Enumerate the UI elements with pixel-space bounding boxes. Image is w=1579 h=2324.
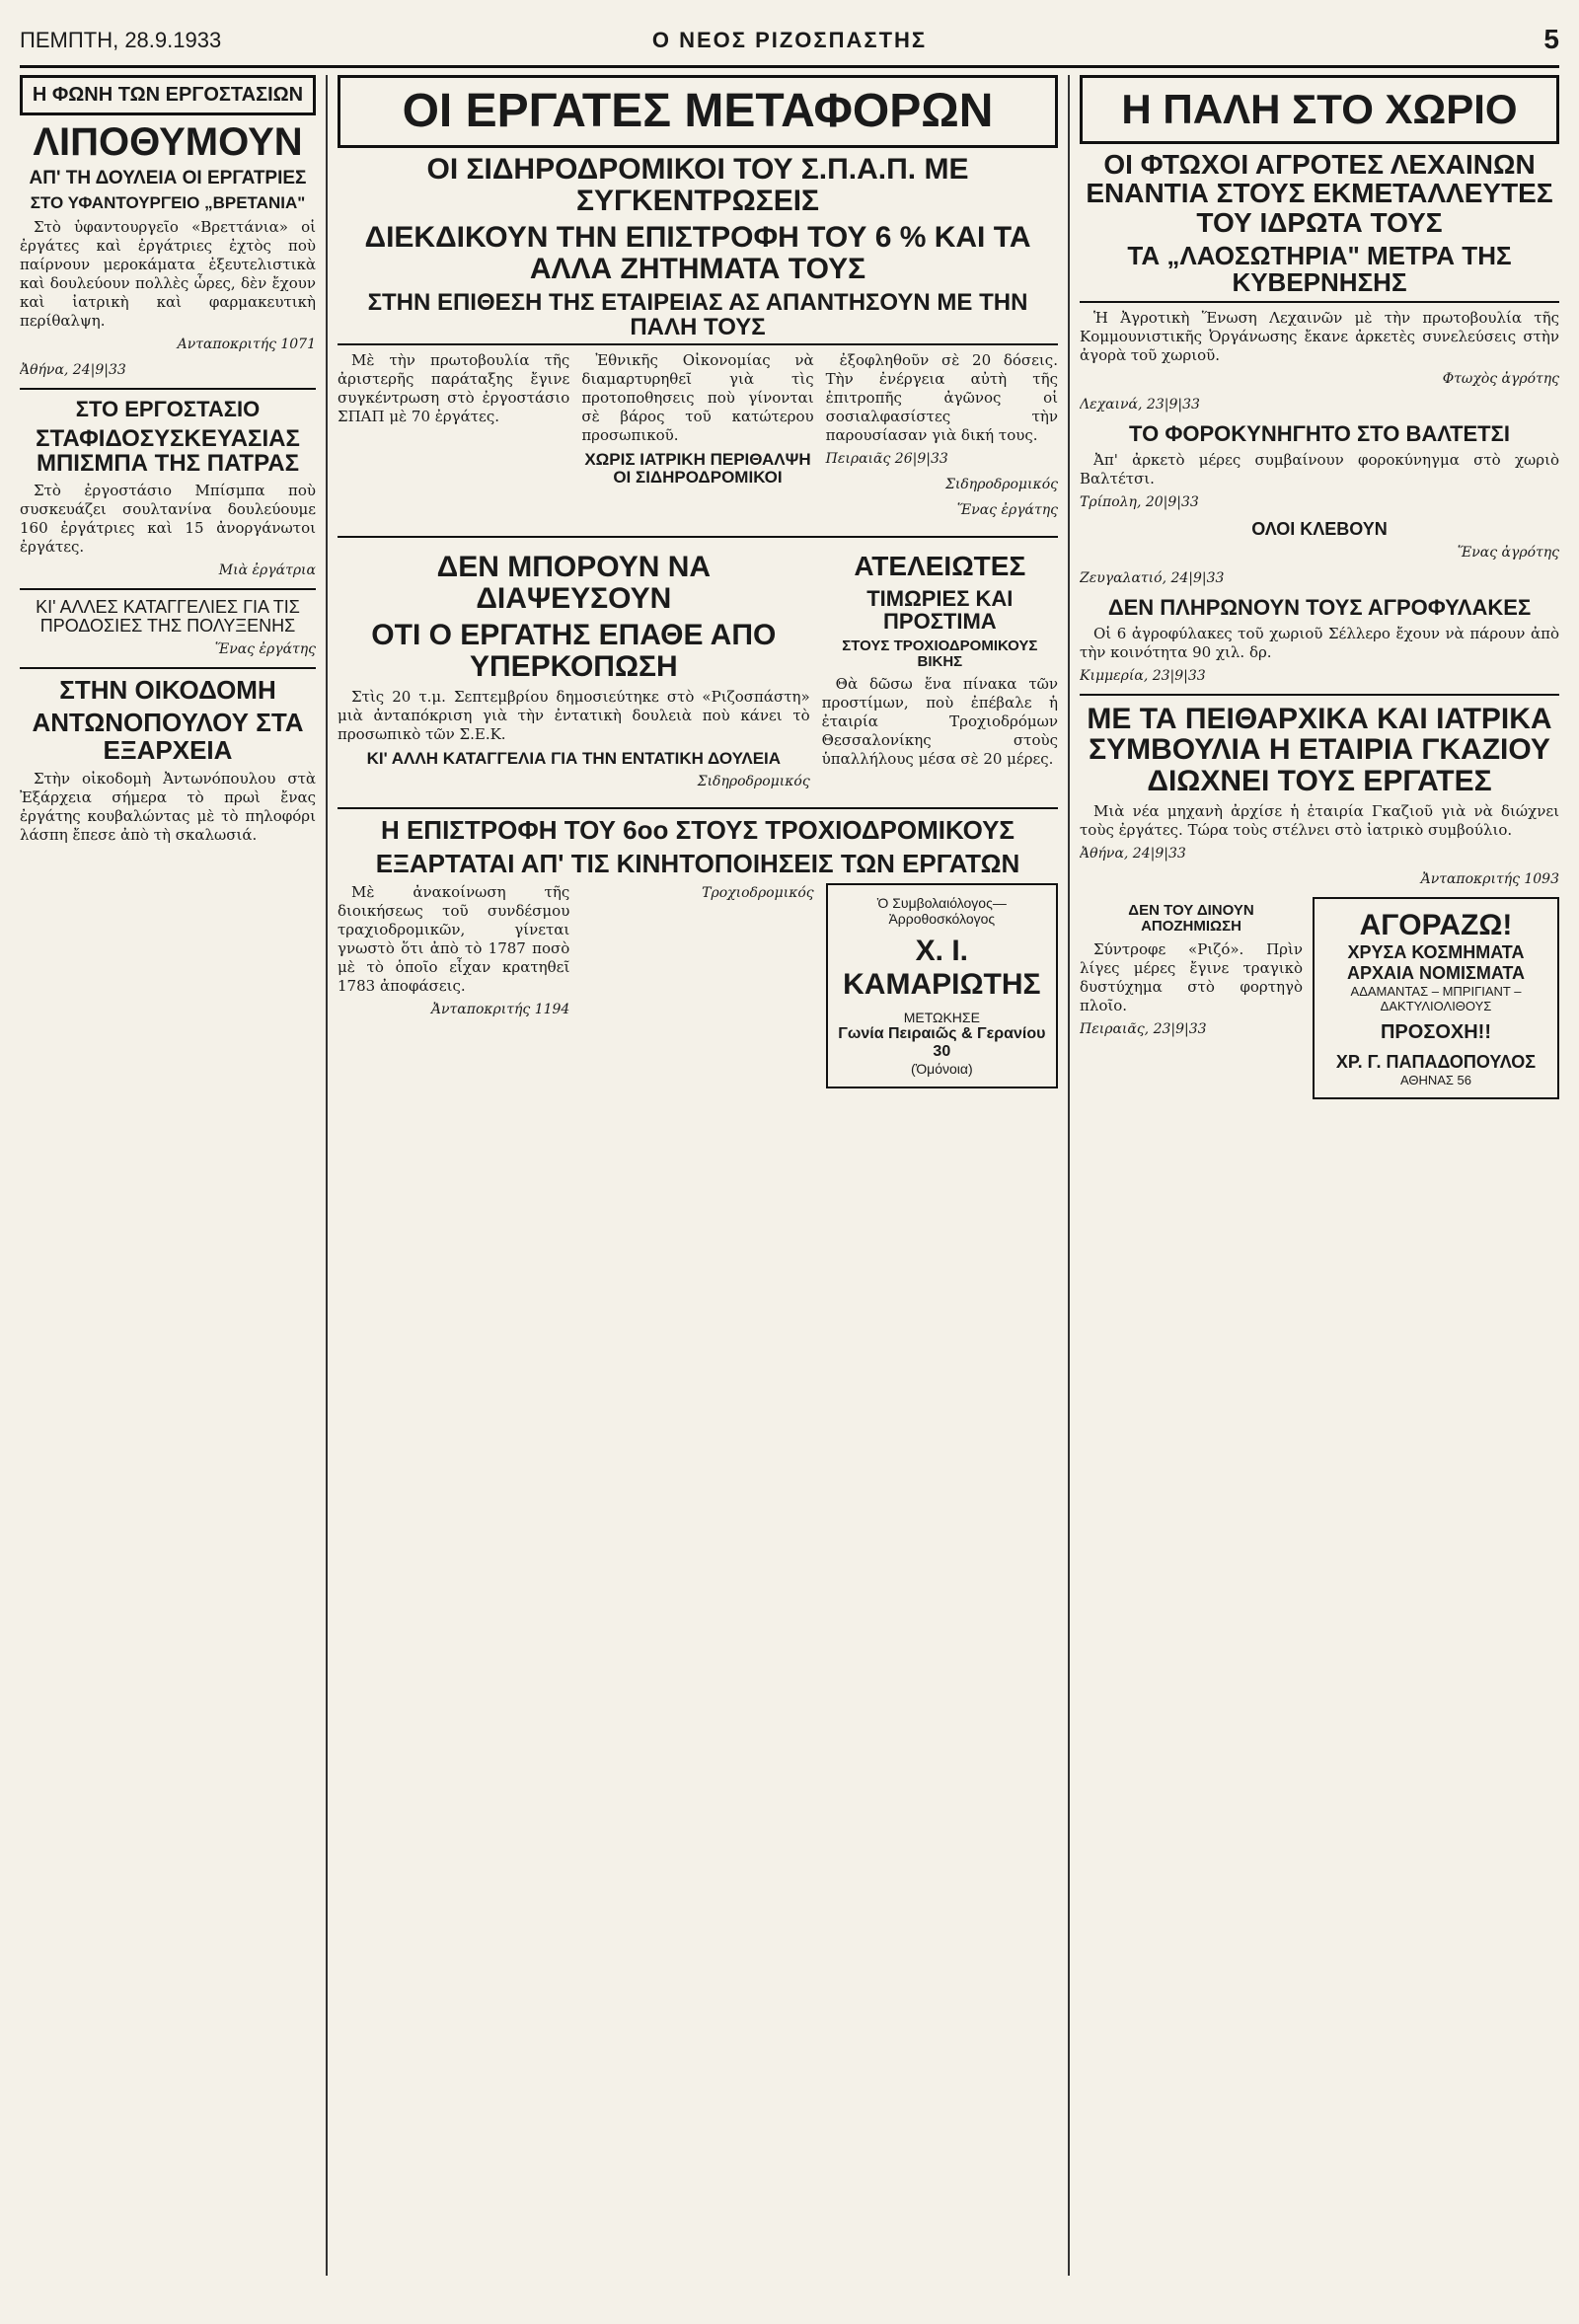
- issue-date: ΠΕΜΠΤΗ, 28.9.1933: [20, 28, 222, 52]
- article-dateline: Ἀθήνα, 24|9|33: [1080, 846, 1186, 862]
- article-headline: ΟΙ ΣΙΔΗΡΟΔΡΟΜΙΚΟΙ ΤΟΥ Σ.Π.Α.Π. ΜΕ ΣΥΓΚΕΝΤΡΩΣΕΙΣ: [426, 153, 969, 217]
- page-number: 5: [1543, 24, 1559, 54]
- article-dateline: Ζευγαλατιό, 24|9|33: [1080, 569, 1225, 586]
- article-column: [338, 351, 569, 528]
- divider: [1080, 694, 1559, 696]
- article-headline: ΣΤΗΝ ΟΙΚΟΔΟΜΗ: [59, 675, 276, 706]
- ad-text: ΜΕΤΩΚΗΣΕ: [903, 1009, 980, 1025]
- article-column: [826, 883, 1058, 1088]
- article-body: Ἡ Ἀγροτικὴ Ἕνωση Λεχαινῶν μὲ τὴν πρωτοβουλία τῆς Κομμουνιστικῆς Ὀργάνωσης ἔκανε ἀρκετὲς συνελεύσεις στὴν ἀγορὰ τοῦ χωριοῦ.: [1080, 308, 1559, 364]
- article-body: Μὲ τὴν πρωτοβουλία τῆς ἀριστερῆς παράταξης ἔγινε συγκέντρωση στὸ ἐργοστάσιο ΣΠΑΠ μὲ 70 ἐργάτες.: [338, 351, 570, 426]
- article-subheadline: ΣΤΗΝ ΕΠΙΘΕΣΗ ΤΗΣ ΕΤΑΙΡΕΙΑΣ ΑΣ ΑΠΑΝΤΗΣΟΥΝ ΜΕ ΤΗΝ ΠΑΛΗ ΤΟΥΣ: [338, 290, 1058, 345]
- article-subheadline: ΣΤΑΦΙΔΟΣΥΣΚΕΥΑΣΙΑΣ ΜΠΙΣΜΠΑ ΤΗΣ ΠΑΤΡΑΣ: [36, 424, 300, 478]
- article-overwork: [338, 546, 810, 799]
- ad-address: Γωνία Πειραιῶς & Γερανίου 30: [838, 1024, 1046, 1060]
- article-headline: ΧΩΡΙΣ ΙΑΤΡΙΚΗ ΠΕΡΙΘΑΛΨΗ ΟΙ ΣΙΔΗΡΟΔΡΟΜΙΚΟΙ: [584, 450, 811, 487]
- column-rule: [326, 75, 328, 2276]
- article-headline: ΜΕ ΤΑ ΠΕΙΘΑΡΧΙΚΑ ΚΑΙ ΙΑΤΡΙΚΑ ΣΥΜΒΟΥΛΙΑ Η ΕΤΑΙΡΙΑ ΓΚΑΖΙΟΥ ΔΙΩΧΝΕΙ ΤΟΥΣ ΕΡΓΑΤΕΣ: [1087, 702, 1552, 797]
- article-subheadline: ΑΠ' ΤΗ ΔΟΥΛΕΙΑ ΟΙ ΕΡΓΑΤΡΙΕΣ: [29, 168, 307, 188]
- article-fines: [822, 546, 1058, 799]
- article-signature: Μιὰ ἐργάτρια: [218, 562, 316, 579]
- article-dateline: Κιμμερία, 23|9|33: [1080, 667, 1206, 684]
- divider: [20, 588, 316, 590]
- article-headline: ΤΙΜΩΡΙΕΣ ΚΑΙ ΠΡΟΣΤΙΜΑ: [866, 585, 1014, 634]
- ad-name: ΧΡ. Γ. ΠΑΠΑΔΟΠΟΥΛΟΣ: [1335, 1052, 1537, 1073]
- article-column: [581, 883, 813, 1088]
- divider: [338, 536, 1058, 538]
- article-dateline: Λεχαινά, 23|9|33: [1080, 396, 1200, 412]
- article-signature: Σιδηροδρομικός: [697, 774, 810, 790]
- ad-name: Χ. Ι. ΚΑΜΑΡΙΩΤΗΣ: [843, 934, 1041, 1001]
- ad-text: ΑΔΑΜΑΝΤΑΣ – ΜΠΡΙΓΙΑΝΤ – ΔΑΚΤΥΛΙΟΛΙΘΟΥΣ: [1350, 984, 1522, 1014]
- article-headline: ΚΙ' ΑΛΛΗ ΚΑΤΑΓΓΕΛΙΑ ΓΙΑ ΤΗΝ ΕΝΤΑΤΙΚΗ ΔΟΥΛΕΙΑ: [366, 749, 782, 769]
- right-column: [1080, 75, 1559, 1099]
- section-banner-factories: Η ΦΩΝΗ ΤΩΝ ΕΡΓΟΣΤΑΣΙΩΝ: [20, 75, 316, 115]
- ad-text: Ὁ Συμβολαιόλογος—Ἀρροθοσκόλογος: [876, 894, 1007, 927]
- article-signature: Ἀνταποκριτής 1194: [430, 1001, 570, 1017]
- article-subheadline: ΑΝΤΩΝΟΠΟΥΛΟΥ ΣΤΑ ΕΞΑΡΧΕΙΑ: [32, 708, 304, 765]
- article-headline: Η ΕΠΙΣΤΡΟΦΗ ΤΟΥ 6οο ΣΤΟΥΣ ΤΡΟΧΙΟΔΡΟΜΙΚΟΥΣ: [380, 815, 1015, 846]
- section-banner-transport: ΟΙ ΕΡΓΑΤΕΣ ΜΕΤΑΦΟΡΩΝ: [338, 75, 1058, 148]
- article-dateline: Ἀθήνα, 24|9|33: [20, 361, 126, 378]
- article-signature: Τροχιοδρομικός: [702, 884, 814, 901]
- article-signature: Σιδηροδρομικός: [944, 477, 1058, 493]
- article-body: Στὸ ἐργοστάσιο Μπίσμπα ποὺ συσκευάζει σουλτανίνα δουλεύουμε 160 ἐργάτριες καὶ 15 ἀνοργάνωτοι ἐργάτες.: [20, 482, 316, 557]
- divider: [20, 667, 316, 669]
- article-signature: Ανταποκριτής 1071: [177, 336, 316, 352]
- article-columns: [338, 883, 1058, 1088]
- article-body: Στὶς 20 τ.μ. Σεπτεμβρίου δημοσιεύτηκε στὸ «Ριζοσπάστη» μιὰ ἀνταπόκριση γιὰ τὴν ἐντατικὴ δουλειὰ ποὺ κάνει τὸ προσωπικὸ τῶν Σ.Ε.Κ.: [338, 688, 810, 744]
- advertisement-jeweller: [1313, 897, 1559, 1099]
- article-body: Ἐθνικῆς Οἰκονομίας νὰ διαμαρτυρηθεῖ γιὰ τὶς προτοποθησεις ποὺ γίνονται σὲ βάρος τοῦ κατώτερου προσωπικοῦ.: [581, 351, 814, 445]
- article-column: [338, 883, 569, 1088]
- article-headline: ΔΕΝ ΠΛΗΡΩΝΟΥΝ ΤΟΥΣ ΑΓΡΟΦΥΛΑΚΕΣ: [1107, 594, 1532, 620]
- article-subheadline: ΣΤΟΥΣ ΤΡΟΧΙΟΔΡΟΜΙΚΟΥΣ ΒΙΚΗΣ: [842, 637, 1038, 670]
- article-subheadline: ΤΑ „ΛΑΟΣΩΤΗΡΙΑ" ΜΕΤΡΑ ΤΗΣ ΚΥΒΕΡΝΗΣΗΣ: [1080, 243, 1559, 303]
- article-signature: Φτωχὸς ἀγρότης: [1442, 370, 1559, 387]
- article-body: Σύντροφε «Ριζό». Πρὶν λίγες μέρες ἔγινε τραγικὸ δυστύχημα στὸ φορτηγὸ πλοῖο.: [1080, 939, 1303, 1014]
- article-signature: Ἀνταποκριτής 1093: [1420, 871, 1559, 888]
- column-rule: [1068, 75, 1070, 2276]
- ad-warning: ΠΡΟΣΟΧΗ!!: [1380, 1021, 1491, 1044]
- article-headline: ΑΤΕΛΕΙΩΤΕΣ: [854, 551, 1026, 582]
- ad-address: ΑΘΗΝΑΣ 56: [1399, 1073, 1472, 1088]
- article-body: Στὸ ὑφαντουργεῖο «Βρεττάνια» οἱ ἐργάτες καὶ ἐργάτριες ἐχτὸς ποὺ παίρνουν μεροκάματα ἐξευτελιστικὰ καὶ δουλεύουν πολλὲς ὧρες, δὲν ἔχουν καὶ ἰατρικὴ καὶ φαρμακευτικὴ περίθαλψη.: [20, 217, 316, 330]
- bottom-right-area: [1080, 897, 1559, 1099]
- article-body: Ἀπ' ἀρκετὸ μέρες συμβαίνουν φοροκύνηγμα στὸ χωριὸ Βαλτέτσι.: [1080, 450, 1559, 487]
- ad-text: ΑΡΧΑΙΑ ΝΟΜΙΣΜΑΤΑ: [1347, 963, 1525, 984]
- article-headline: ΟΙ ΦΤΩΧΟΙ ΑΓΡΟΤΕΣ ΛΕΧΑΙΝΩΝ ΕΝΑΝΤΙΑ ΣΤΟΥΣ ΕΚΜΕΤΑΛΛΕΥΤΕΣ ΤΟΥ ΙΔΡΩΤΑ ΤΟΥΣ: [1086, 149, 1553, 238]
- article-headline: ΔΕΝ ΤΟΥ ΔΙΝΟΥΝ ΑΠΟΖΗΜΙΩΣΗ: [1128, 902, 1254, 936]
- article-body: Στὴν οἰκοδομὴ Ἀντωνόπουλου στὰ Ἐξάρχεια σήμερα τὸ πρωὶ ἔνας ἐργάτης κουβαλώντας μὲ τὸ πηλοφόρι λάσπη ἔπεσε ἀπὸ τὴ σκαλωσιά.: [20, 769, 316, 844]
- article-signature: Ἕνας ἀγρότης: [1457, 544, 1559, 561]
- article-column: [826, 351, 1058, 528]
- article-headline: ΔΕΝ ΜΠΟΡΟΥΝ ΝΑ ΔΙΑΨΕΥΣΟΥΝ: [436, 551, 712, 615]
- masthead: [20, 20, 1559, 68]
- lower-articles: [338, 546, 1058, 799]
- article-headline: ΤΟ ΦΟΡΟΚΥΝΗΓΗΤΟ ΣΤΟ ΒΑΛΤΕΤΣΙ: [1129, 420, 1510, 446]
- article-column: [581, 351, 813, 528]
- article-headline: ΕΞΑΡΤΑΤΑΙ ΑΠ' ΤΙΣ ΚΙΝΗΤΟΠΟΙΗΣΕΙΣ ΤΩΝ ΕΡΓΑΤΩΝ: [375, 848, 1020, 878]
- article-columns: [338, 351, 1058, 528]
- article-headline: ΟΤΙ Ο ΕΡΓΑΤΗΣ ΕΠΑΘΕ ΑΠΟ ΥΠΕΡΚΟΠΩΣΗ: [371, 619, 777, 683]
- article-dateline: Πειραιᾶς 26|9|33: [825, 451, 948, 468]
- divider: [20, 388, 316, 390]
- article-body: Θὰ δῶσω ἕνα πίνακα τῶν προστίμων, ποὺ ἐπέβαλε ἡ ἐταιρία Τροχιοδρόμων Θεσσαλονίκης στοὺς ὑπαλλήλους μέσα σὲ 20 μέρες.: [821, 675, 1058, 769]
- newspaper-page: [20, 20, 1559, 2285]
- article-headline: ΛΙΠΟΘΥΜΟΥΝ: [33, 120, 303, 164]
- article-body: ἐξοφληθοῦν σὲ 20 δόσεις. Τὴν ἐνέργεια αὐτὴ τῆς ἐπιτροπῆς ἀγῶνος οἱ σοσιαλφασίστες τὴν παρουσίασαν γιὰ δική τους.: [825, 351, 1058, 445]
- article-body: Μιὰ νέα μηχανὴ ἀρχίσε ἡ ἐταιρία Γκαζιοῦ γιὰ νὰ διώχνει τοὺς ἐργάτες. Τώρα τοὺς στέλνει στὸ ἰατρικὸ συμβούλιο.: [1080, 802, 1559, 840]
- ad-text: ΧΡΥΣΑ ΚΟΣΜΗΜΑΤΑ: [1347, 942, 1525, 963]
- center-section: [338, 75, 1058, 1088]
- article-headline: ΣΤΟ ΕΡΓΟΣΤΑΣΙΟ: [75, 396, 261, 421]
- article-headline: ΚΙ' ΑΛΛΕΣ ΚΑΤΑΓΓΕΛΙΕΣ ΓΙΑ ΤΙΣ ΠΡΟΔΟΣΙΕΣ ΤΗΣ ΠΟΛΥΞΕΝΗΣ: [36, 597, 300, 637]
- article-headline: ΔΙΕΚΔΙΚΟΥΝ ΤΗΝ ΕΠΙΣΤΡΟΦΗ ΤΟΥ 6 % ΚΑΙ ΤΑ ΑΛΛΑ ΖΗΤΗΜΑΤΑ ΤΟΥΣ: [364, 221, 1031, 285]
- article-subheadline: ΣΤΟ ΥΦΑΝΤΟΥΡΓΕΙΟ „ΒΡΕΤΑΝΙΑ": [30, 192, 306, 212]
- article-body: Οἱ 6 ἀγροφύλακες τοῦ χωριοῦ Σέλλερο ἔχουν νὰ πάρουν ἀπὸ τὴν κοινότητα 90 χιλ. δρ.: [1080, 624, 1559, 661]
- article-dateline: Τρίπολη, 20|9|33: [1080, 493, 1199, 510]
- article-body: Μὲ ἀνακοίνωση τῆς διοικήσεως τοῦ συνδέσμου τραχιοδρομικῶν, γίνεται γνωστὸ ὅτι ἀπὸ τὸ 1787 ποσὸ μὲ τὸ ὁποῖο εἶχαν κρατηθεῖ 1783 ἀποφάσεις.: [338, 882, 570, 995]
- ad-title: ΑΓΟΡΑΖΩ!: [1359, 909, 1513, 942]
- article-signature: Ἕνας ἐργάτης: [214, 641, 316, 658]
- newspaper-name: Ο ΝΕΟΣ ΡΙΖΟΣΠΑΣΤΗΣ: [651, 28, 928, 52]
- article-signature: Ἕνας ἐργάτης: [956, 502, 1058, 519]
- article-dateline: Πειραιᾶς, 23|9|33: [1080, 1020, 1207, 1037]
- divider: [338, 807, 1058, 809]
- ad-text: (Ὀμόνοια): [910, 1060, 973, 1077]
- advertisement-notary: [826, 883, 1058, 1088]
- section-banner-village: Η ΠΑΛΗ ΣΤΟ ΧΩΡΙΟ: [1080, 75, 1559, 144]
- article-compensation: [1080, 897, 1303, 1099]
- left-column: [20, 75, 316, 851]
- article-headline: ΟΛΟΙ ΚΛΕΒΟΥΝ: [1251, 518, 1388, 539]
